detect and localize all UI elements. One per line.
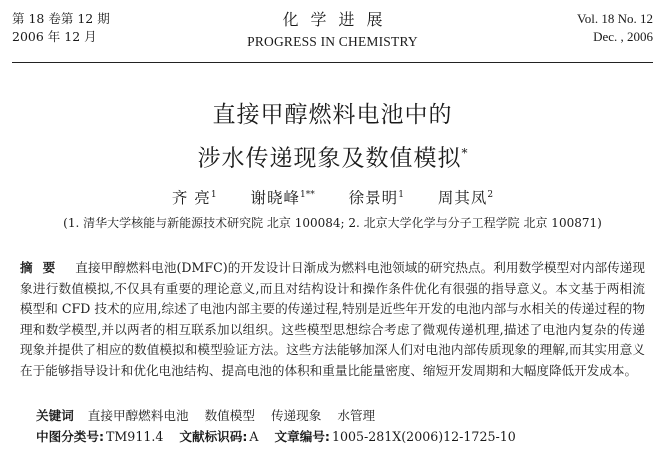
author [172, 189, 217, 207]
year-month: 2006 年 12 月 [12, 29, 97, 44]
article-no-value: 1005-281X(2006)12-1725-10 [331, 429, 516, 444]
header-right [577, 10, 653, 46]
volume-issue: 第 18 卷第 12 期 [12, 11, 110, 26]
clc-label: 中图分类号: [36, 429, 105, 444]
running-header [12, 8, 653, 60]
author-affil-mark: 1 [210, 189, 217, 200]
affiliations: (1. 清华大学核能与新能源技术研究院 北京 100084; 2. 北京大学化学与分子工程学院 北京 100871) [63, 216, 602, 230]
date-en: Dec. , 2006 [593, 29, 653, 44]
author-name: 周其凤 [437, 189, 488, 207]
author [438, 189, 493, 207]
author-affil-mark: 1 [398, 189, 404, 200]
keyword: 水管理 [337, 408, 376, 423]
doc-code-value: A [249, 429, 259, 444]
journal-name-en: PROGRESS IN CHEMISTRY [247, 34, 418, 49]
title-footnote-mark: * [461, 146, 468, 160]
keyword: 数值模型 [204, 408, 255, 423]
classification-line [36, 427, 528, 447]
volume-en: Vol. 18 No. 12 [577, 11, 653, 26]
author-name: 齐 亮 [171, 189, 211, 207]
author [349, 189, 404, 207]
author-affil-mark: 2 [487, 189, 494, 200]
keywords-label: 关键词 [36, 408, 74, 423]
author-name: 徐景明 [348, 189, 399, 207]
title-line-2-text: 涉水传递现象及数值模拟 [197, 145, 462, 172]
abstract-label: 摘要 [20, 260, 66, 275]
keyword: 直接甲醇燃料电池 [87, 408, 189, 423]
title-line-1: 直接甲醇燃料电池中的 [212, 102, 453, 128]
author-affil-mark: 1** [300, 189, 315, 200]
title-line-2 [0, 134, 665, 178]
clc-value: TM911.4 [106, 429, 164, 444]
author-list [0, 186, 665, 208]
abstract [20, 258, 645, 382]
article-no-label: 文章编号: [274, 429, 330, 444]
abstract-text: 直接甲醇燃料电池(DMFC)的开发设计日渐成为燃料电池领域的研究热点。利用数学模型对内部传递现象进行数值模拟,不仅具有重要的理论意义,而且对结构设计和操作条件优化有很强的指导意义。本文基于两相流模型和 CFD 技术的应用,综述了电池内部主要的传递过程,特别是近些年开发的电池内部与水相关的传递过程的物理和数学模型,并以两者的相互联系加以组织。这些模型思想综合考虑了微观传递机理,描述了电池内复杂的传递现象并提供了相应的数值模拟和模型验证方法。这些方法能够加深人们对电池内部传质现象的理解,而其实用意义在于能够指导设计和优化电池结构、提高电池的体积和重量比能量密度、缩短开发周期和大幅度降低开发成本。 [20, 260, 645, 378]
doc-code-label: 文献标识码: [179, 429, 248, 444]
paper-title [0, 96, 665, 178]
header-rule [12, 62, 653, 63]
keyword: 传递现象 [270, 408, 322, 423]
author [250, 189, 314, 207]
author-name: 谢晓峰 [250, 189, 300, 207]
journal-name-cn: 化学进展 [282, 10, 395, 29]
keywords [36, 406, 387, 426]
header-center [12, 8, 653, 52]
